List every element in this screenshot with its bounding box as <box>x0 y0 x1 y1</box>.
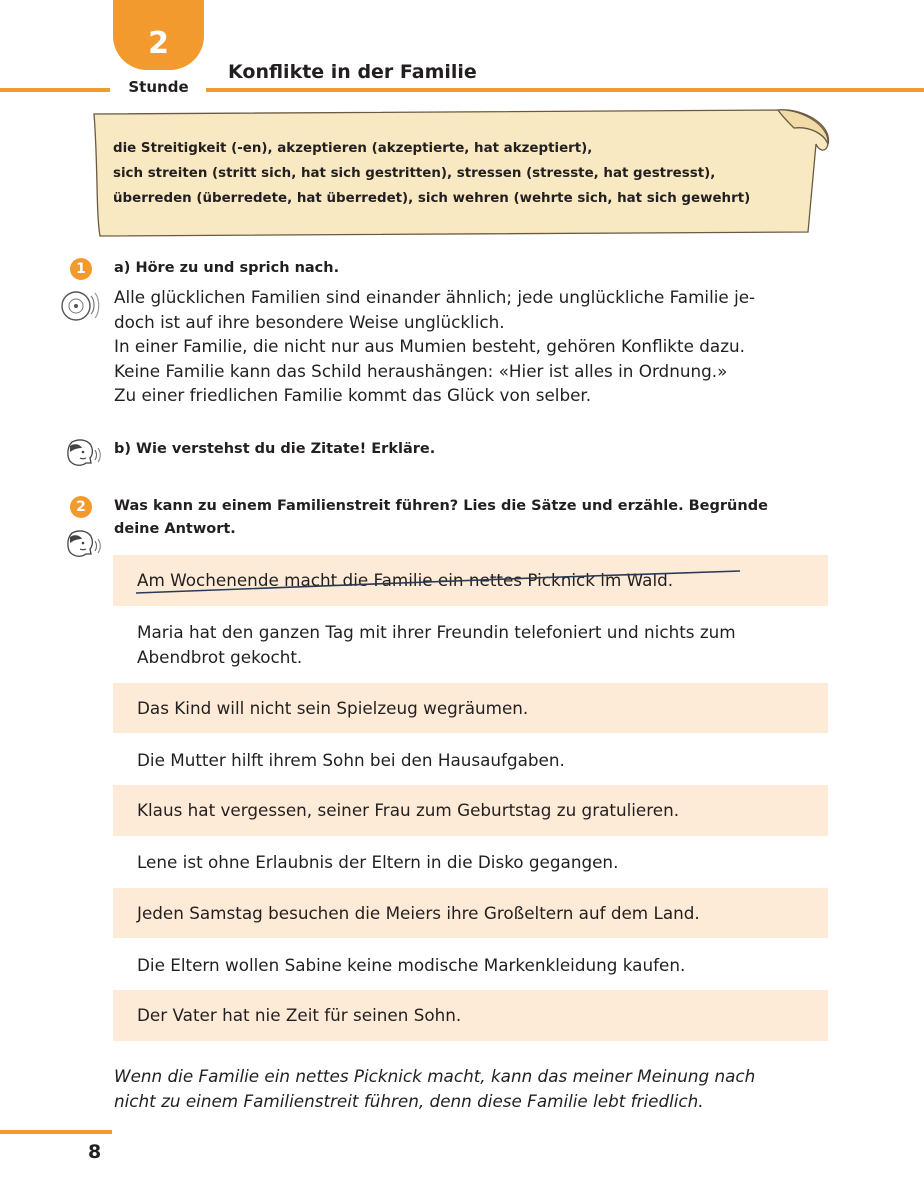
vocabulary-line: überreden (überredete, hat überredet), sich wehren (wehrte sich, hat sich gewehrt) <box>113 191 751 206</box>
sentence-text: Klaus hat vergessen, seiner Frau zum Geburtstag zu gratulieren. <box>137 800 680 820</box>
speaking-head-icon <box>62 527 102 561</box>
cd-audio-icon <box>58 286 102 326</box>
strike-through-line <box>132 566 744 600</box>
sentence-text: Die Eltern wollen Sabine keine modische Markenkleidung kaufen. <box>137 954 686 975</box>
footer-rule <box>0 1130 112 1134</box>
speaking-head-icon <box>62 436 102 470</box>
quote-line: In einer Familie, die nicht nur aus Mumien besteht, gehören Konflikte dazu. <box>114 336 745 357</box>
sentence-text: Am Wochenende macht die Familie ein nettes Picknick im Wald. <box>137 570 674 590</box>
sentence-row <box>113 990 828 1041</box>
sentence-text: Lene ist ohne Erlaubnis der Eltern in die Disko gegangen. <box>137 851 619 872</box>
header-rule-left <box>0 88 110 92</box>
sentence-row <box>113 608 828 682</box>
sentence-row <box>113 888 828 938</box>
sentence-row <box>113 683 828 733</box>
task1-part-b: b) Wie verstehst du die Zitate! Erkläre. <box>114 441 436 457</box>
vocabulary-line: sich streiten (stritt sich, hat sich gestritten), stressen (stresste, hat gestresst), <box>113 166 716 181</box>
task2-instruction-line1: Was kann zu einem Familienstreit führen? Lies die Sätze und erzähle. Begründe <box>114 498 768 514</box>
page-title: Konflikte in der Familie <box>228 61 477 83</box>
lesson-number: 2 <box>148 26 169 61</box>
vocabulary-list <box>113 136 813 211</box>
quote-line: Zu einer friedlichen Familie kommt das Glück von selber. <box>114 385 592 406</box>
sentence-text: Jeden Samstag besuchen die Meiers ihre Großeltern auf dem Land. <box>137 902 700 923</box>
sentence-text: Maria hat den ganzen Tag mit ihrer Freundin telefoniert und nichts zum <box>137 622 736 642</box>
header-rule-right <box>206 88 924 92</box>
sentence-row <box>113 837 828 887</box>
quote-line: doch ist auf ihre besondere Weise unglücklich. <box>114 311 505 332</box>
sentence-text: Der Vater hat nie Zeit für seinen Sohn. <box>137 1005 462 1025</box>
sentence-row <box>113 735 828 785</box>
quote-line: Alle glücklichen Familien sind einander ähnlich; jede unglückliche Familie je- <box>114 287 756 307</box>
sentence-row <box>113 785 828 836</box>
example-line: nicht zu einem Familienstreit führen, denn diese Familie lebt friedlich. <box>114 1091 704 1111</box>
vocabulary-line: die Streitigkeit (-en), akzeptieren (akzeptierte, hat akzeptiert), <box>113 141 593 156</box>
task2-instruction-line2: deine Antwort. <box>114 521 236 537</box>
sentence-text: Abendbrot gekocht. <box>137 647 303 667</box>
task1-quotes <box>114 285 828 408</box>
task-number-badge: 2 <box>70 496 92 518</box>
task-number-badge: 1 <box>70 258 92 280</box>
task1-part-a: a) Höre zu und sprich nach. <box>114 260 340 276</box>
lesson-label: Stunde <box>128 78 189 96</box>
quote-line: Keine Familie kann das Schild heraushängen: «Hier ist alles in Ordnung.» <box>114 360 728 381</box>
page-number: 8 <box>88 1141 102 1163</box>
sentence-row <box>113 940 828 990</box>
example-line: Wenn die Familie ein nettes Picknick macht, kann das meiner Meinung nach <box>114 1066 756 1086</box>
sentence-text: Die Mutter hilft ihrem Sohn bei den Hausaufgaben. <box>137 749 565 770</box>
sentence-text: Das Kind will nicht sein Spielzeug wegräumen. <box>137 697 529 718</box>
example-answer <box>114 1064 828 1114</box>
